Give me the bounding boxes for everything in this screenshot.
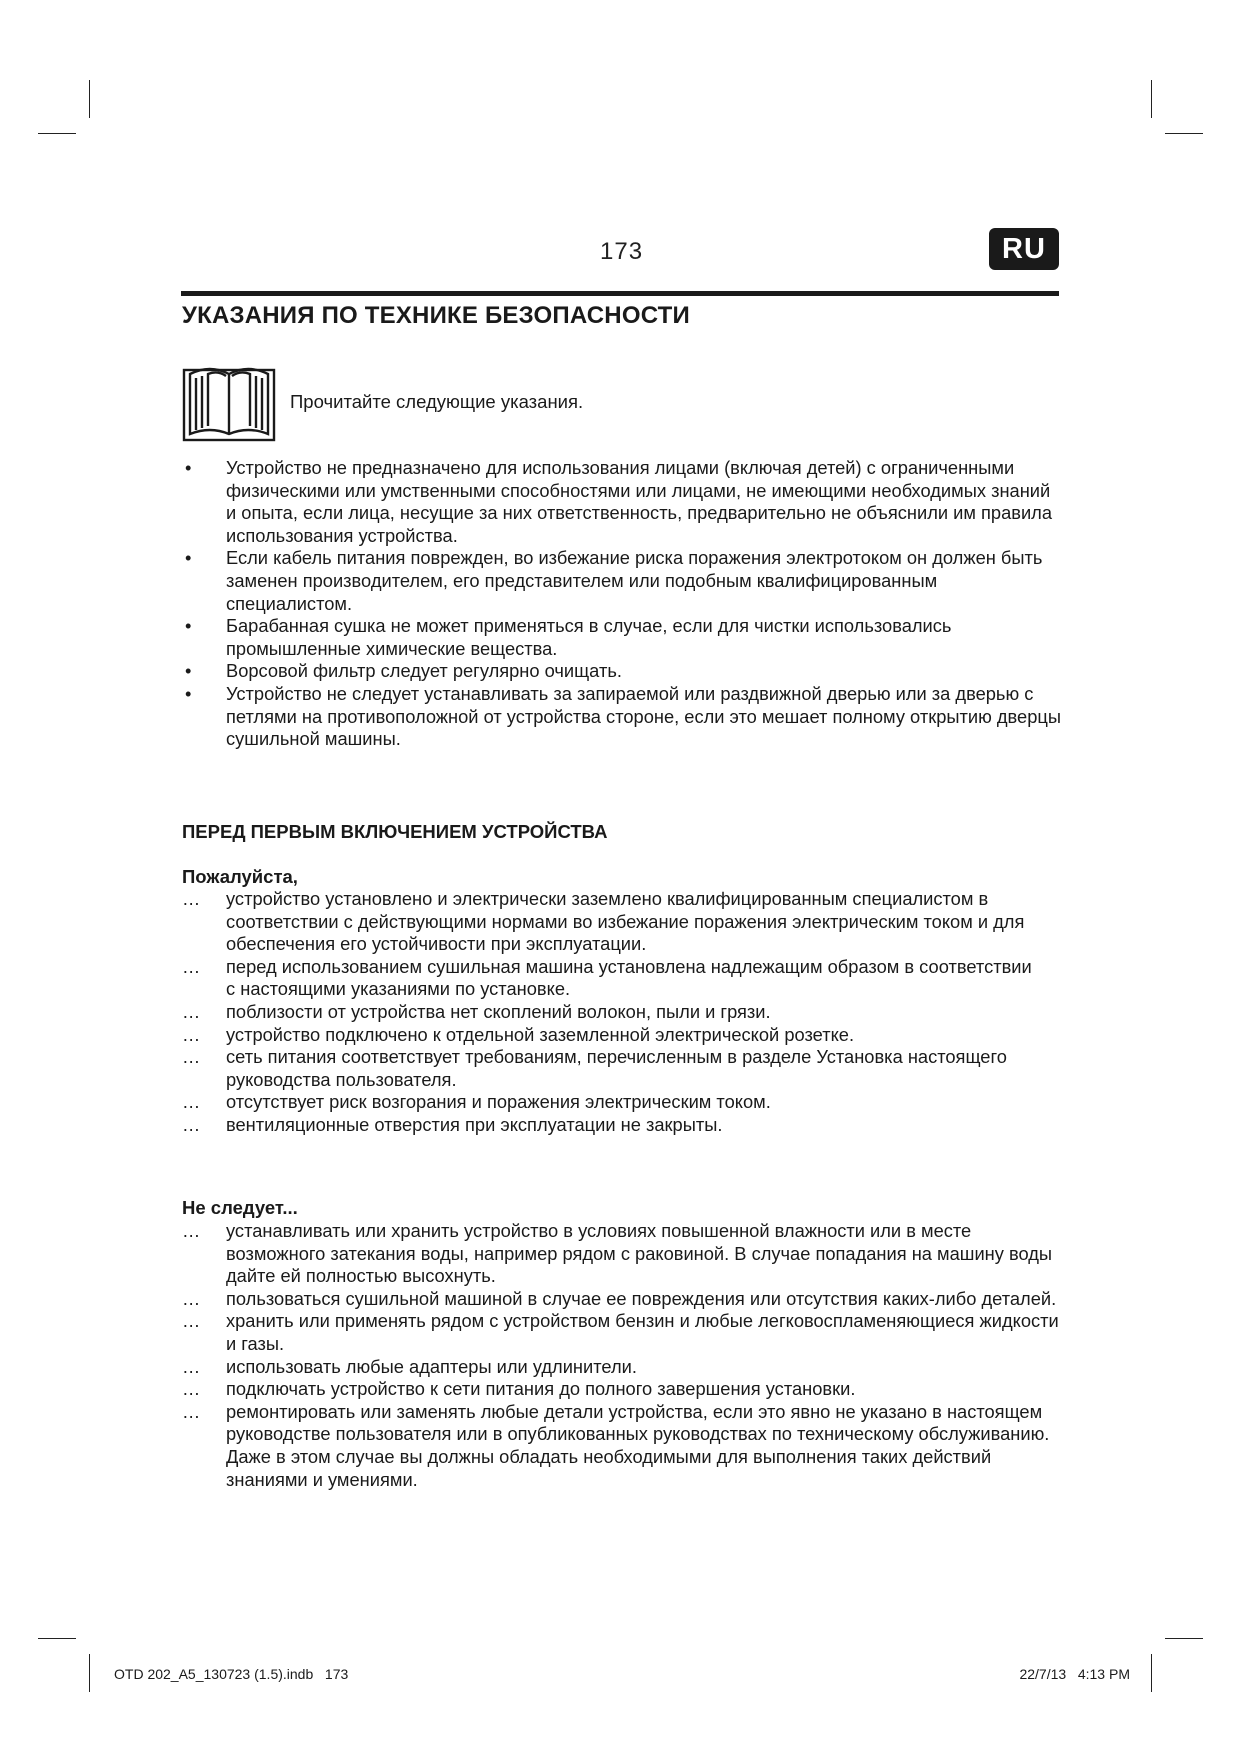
before-first-use-heading: ПЕРЕД ПЕРВЫМ ВКЛЮЧЕНИЕМ УСТРОЙСТВА	[182, 821, 608, 842]
bullet-marker: •	[185, 660, 192, 682]
do-not-list	[182, 1220, 1062, 1491]
crop-mark	[38, 1638, 76, 1639]
bullet-marker: •	[185, 615, 192, 637]
ellipsis-marker: …	[182, 1378, 201, 1400]
list-item: … устанавливать или хранить устройство в условиях повышенной влажности или в месте возможного затекания воды, например рядом с раковиной. В случае попадания на машину воды дайте ей полностью высохнуть.	[182, 1220, 1053, 1287]
safety-list	[182, 457, 1062, 751]
list-item: … хранить или применять рядом с устройством бензин и любые легковоспламеняющиеся жидкости и газы.	[182, 1310, 1059, 1354]
ellipsis-marker: …	[182, 1091, 201, 1113]
language-badge: RU	[989, 228, 1059, 270]
list-item: … вентиляционные отверстия при эксплуатации не закрыты.	[182, 1113, 723, 1135]
page-number: 173	[600, 238, 644, 265]
list-item: • Ворсовой фильтр следует регулярно очищать.	[185, 660, 622, 682]
list-item: … использовать любые адаптеры или удлинители.	[182, 1355, 637, 1377]
ellipsis-marker: …	[182, 888, 201, 909]
please-subheading: Пожалуйста,	[182, 866, 298, 887]
read-instructions-text: Прочитайте следующие указания.	[290, 391, 584, 412]
ellipsis-marker: …	[182, 1000, 201, 1022]
bullet-marker: •	[185, 547, 192, 569]
crop-mark	[38, 133, 76, 134]
list-item: … ремонтировать или заменять любые детали устройства, если это явно не указано в настоящем руководстве пользователя или в опубликованных руководствах по техническому обслуживанию. Даже в этом случае вы должны обладать необходимыми для выполнения таких действий знаниями и умениями.	[182, 1400, 1050, 1490]
list-item: • Устройство не предназначено для использования лицами (включая детей) с ограниченными физическими или умственными способностями или лицами, не имеющими необходимых знаний и опыта, если лица, несущие за них ответственность, предварительно не объяснили им правила использования устройства.	[185, 457, 1053, 546]
ellipsis-marker: …	[182, 1400, 201, 1422]
ellipsis-marker: …	[182, 955, 201, 977]
list-item: … устройство установлено и электрически заземлено квалифицированным специалистом в соответствии с действующими нормами во избежание поражения электрическим током и для обеспечения его устойчивости при эксплуатации.	[182, 888, 1025, 955]
ellipsis-marker: …	[182, 1287, 201, 1309]
list-item: … сеть питания соответствует требованиям, перечисленным в разделе Установка настоящего руководства пользователя.	[182, 1046, 1007, 1090]
before-first-use-list	[182, 888, 1032, 1137]
do-not-heading: Не следует...	[182, 1197, 298, 1218]
safety-heading: УКАЗАНИЯ ПО ТЕХНИКЕ БЕЗОПАСНОСТИ	[182, 302, 690, 329]
list-item: … перед использованием сушильная машина установлена надлежащим образом в соответствии с настоящими указаниями по установке.	[182, 955, 1032, 1000]
ellipsis-marker: …	[182, 1310, 201, 1332]
crop-mark	[89, 1654, 90, 1692]
crop-mark	[89, 80, 90, 118]
crop-mark	[1151, 80, 1152, 118]
bullet-marker: •	[185, 457, 192, 478]
open-book-icon	[182, 360, 276, 442]
list-item: … пользоваться сушильной машиной в случае ее повреждения или отсутствия каких-либо деталей.	[182, 1287, 1057, 1309]
list-item: • Барабанная сушка не может применяться в случае, если для чистки использовались промышленные химические вещества.	[185, 615, 952, 659]
list-item: • Если кабель питания поврежден, во избежание риска поражения электротоком он должен быть заменен производителем, его представителем или подобным квалифицированным специалистом.	[185, 547, 1043, 614]
crop-mark	[1165, 133, 1203, 134]
list-item: … устройство подключено к отдельной заземленной электрической розетке.	[182, 1023, 855, 1045]
crop-mark	[1151, 1654, 1152, 1692]
list-item: … поблизости от устройства нет скоплений волокон, пыли и грязи.	[182, 1000, 771, 1022]
ellipsis-marker: …	[182, 1220, 201, 1241]
footer-file-info: OTD 202_A5_130723 (1.5).indb 173	[114, 1666, 349, 1682]
bullet-marker: •	[185, 682, 192, 704]
list-item: • Устройство не следует устанавливать за запираемой или раздвижной дверью или за дверью с петлями на противоположной от устройства стороне, если это мешает полному открытию дверцы сушильной машины.	[185, 682, 1061, 750]
ellipsis-marker: …	[182, 1355, 201, 1377]
ellipsis-marker: …	[182, 1113, 201, 1135]
header-rule	[181, 291, 1059, 296]
ellipsis-marker: …	[182, 1046, 201, 1068]
crop-mark	[1165, 1638, 1203, 1639]
ellipsis-marker: …	[182, 1023, 201, 1045]
footer-timestamp: 22/7/13 4:13 PM	[1019, 1666, 1130, 1682]
list-item: … подключать устройство к сети питания до полного завершения установки.	[182, 1378, 856, 1400]
list-item: … отсутствует риск возгорания и поражения электрическим током.	[182, 1091, 771, 1113]
